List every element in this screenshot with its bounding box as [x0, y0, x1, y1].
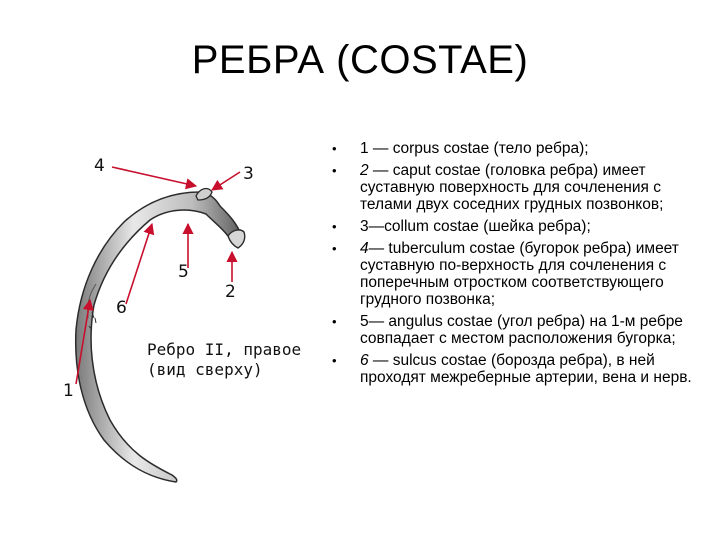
slide-title: РЕБРА (COSTAE)	[191, 38, 529, 82]
caption-line-2: (вид сверху)	[147, 360, 263, 379]
rib-head-shape	[228, 230, 245, 248]
callout-6: 6	[116, 298, 127, 318]
callout-5: 5	[178, 262, 189, 282]
figure-caption	[147, 340, 301, 380]
rib-figure	[0, 0, 340, 540]
legend-item: • 5— angulus costae (угол ребра) на 1-м ребре совпадает с местом расположения бугорка;	[332, 313, 683, 347]
arrow-4	[112, 167, 196, 186]
legend-list	[328, 140, 698, 391]
arrow-3	[212, 172, 240, 190]
legend-item: • 6 — sulcus costae (борозда ребра), в ней проходят межреберные артерии, вена и нерв.	[332, 352, 692, 386]
legend-item: • 3—collum costae (шейка ребра);	[332, 218, 591, 235]
callout-3: 3	[243, 164, 254, 184]
legend-item: • 2 — caput costae (головка ребра) имеет суставную поверхность для сочленения с телами двух соседних грудных позвонков;	[332, 162, 664, 213]
legend-item: • 1 — corpus costae (тело ребра);	[332, 140, 589, 157]
rib-illustration	[0, 0, 340, 540]
callout-4: 4	[94, 156, 105, 176]
legend-item: • 4— tuberculum costae (бугорок ребра) имеет суставную по-верхность для сочленения с поперечным отростком соответствующего грудного позвонка;	[332, 240, 679, 308]
callout-1: 1	[63, 381, 74, 401]
rib-shape	[76, 192, 242, 482]
callout-2: 2	[225, 282, 236, 302]
caption-line-1: Ребро II, правое	[147, 340, 302, 359]
